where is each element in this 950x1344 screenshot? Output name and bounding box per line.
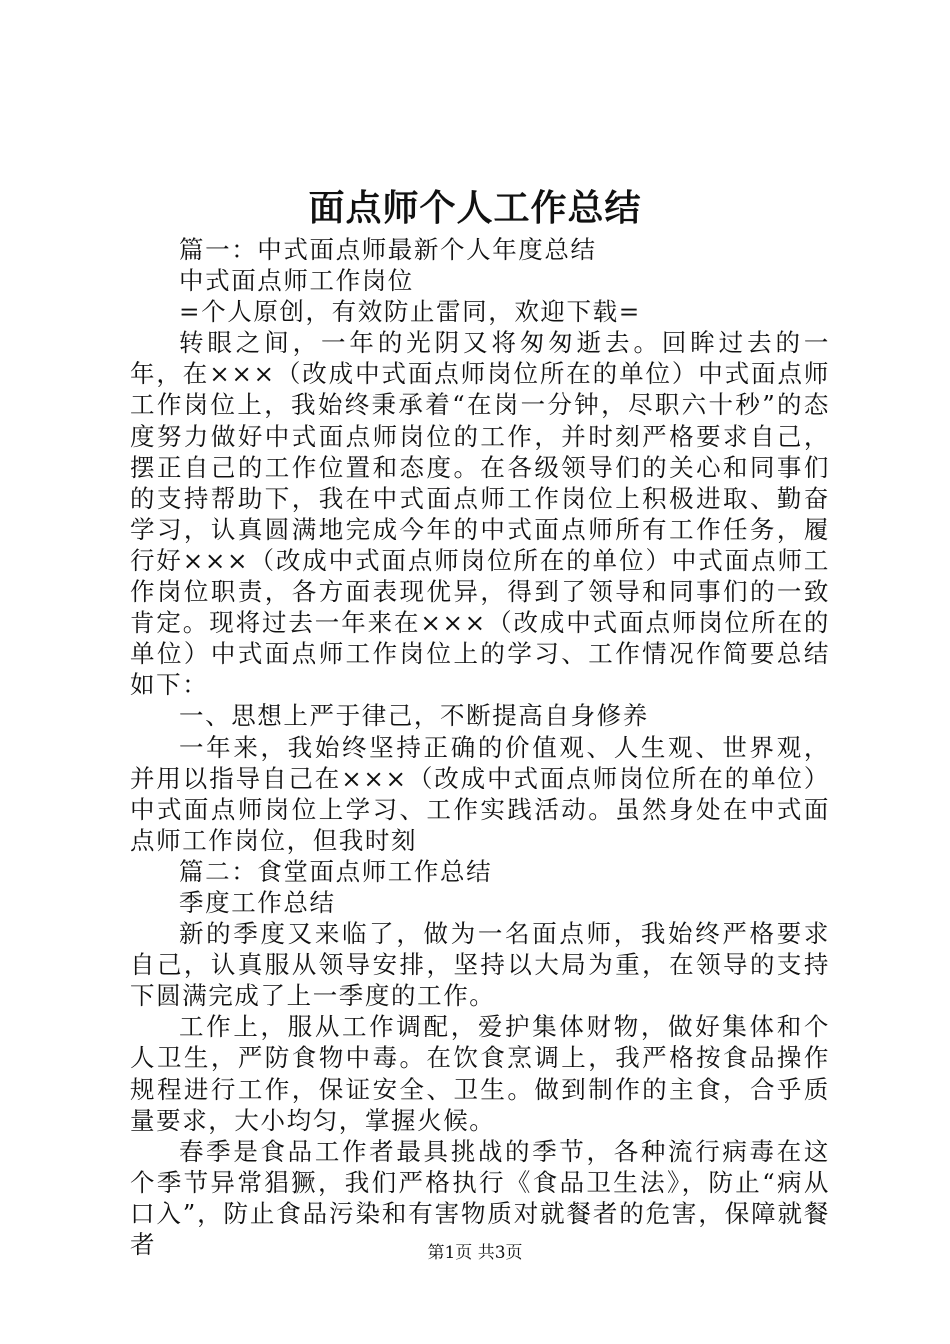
paragraph: 春季是食品工作者最具挑战的季节，各种流行病毒在这个季节异常猖獗，我们严格执行《食品卫生法》，防止“病从口入”，防止食品污染和有害物质对就餐者的危害，保障就餐者 [130, 1136, 830, 1259]
paragraph: 工作上，服从工作调配，爱护集体财物，做好集体和个人卫生，严防食物中毒。在饮食烹调上，我严格按食品操作规程进行工作，保证安全、卫生。做到制作的主食，合乎质量要求，大小均匀，掌握火候。 [130, 1012, 830, 1135]
paragraph: 一、思想上严于律己，不断提高自身修养 [179, 701, 649, 731]
paragraph: 新的季度又来临了，做为一名面点师，我始终严格要求自己，认真服从领导安排，坚持以大局为重，在领导的支持下圆满完成了上一季度的工作。 [130, 919, 830, 1011]
document-title: 面点师个人工作总结 [308, 187, 642, 229]
paragraph: 转眼之间，一年的光阴又将匆匆逝去。回眸过去的一年，在×××（改成中式面点师岗位所在的单位）中式面点师工作岗位上，我始终秉承着“在岗一分钟，尽职六十秒”的态度努力做好中式面点师岗位的工作，并时刻严格要求自己，摆正自己的工作位置和态度。在各级领导们的关心和同事们的支持帮助下，我在中式面点师工作岗位上积极进取、勤奋学习，认真圆满地完成今年的中式面点师所有工作任务，履行好×××（改成中式面点师岗位所在的单位）中式面点师工作岗位职责，各方面表现优异，得到了领导和同事们的一致肯定。现将过去一年来在×××（改成中式面点师岗位所在的单位）中式面点师工作岗位上的学习、工作情况作简要总结如下： [130, 328, 830, 700]
document-body [130, 234, 830, 1260]
paragraph: 中式面点师工作岗位 [179, 266, 414, 296]
paragraph: 篇二：食堂面点师工作总结 [179, 856, 493, 886]
page-number-footer: 第1页 共3页 [427, 1243, 523, 1263]
paragraph: 季度工作总结 [179, 887, 336, 917]
paragraph: =个人原创，有效防止雷同，欢迎下载= [179, 297, 641, 327]
paragraph: 篇一：中式面点师最新个人年度总结 [179, 235, 597, 264]
paragraph: 一年来，我始终坚持正确的价值观、人生观、世界观，并用以指导自己在×××（改成中式面点师岗位所在的单位）中式面点师岗位上学习、工作实践活动。虽然身处在中式面点师工作岗位，但我时刻 [130, 732, 830, 855]
